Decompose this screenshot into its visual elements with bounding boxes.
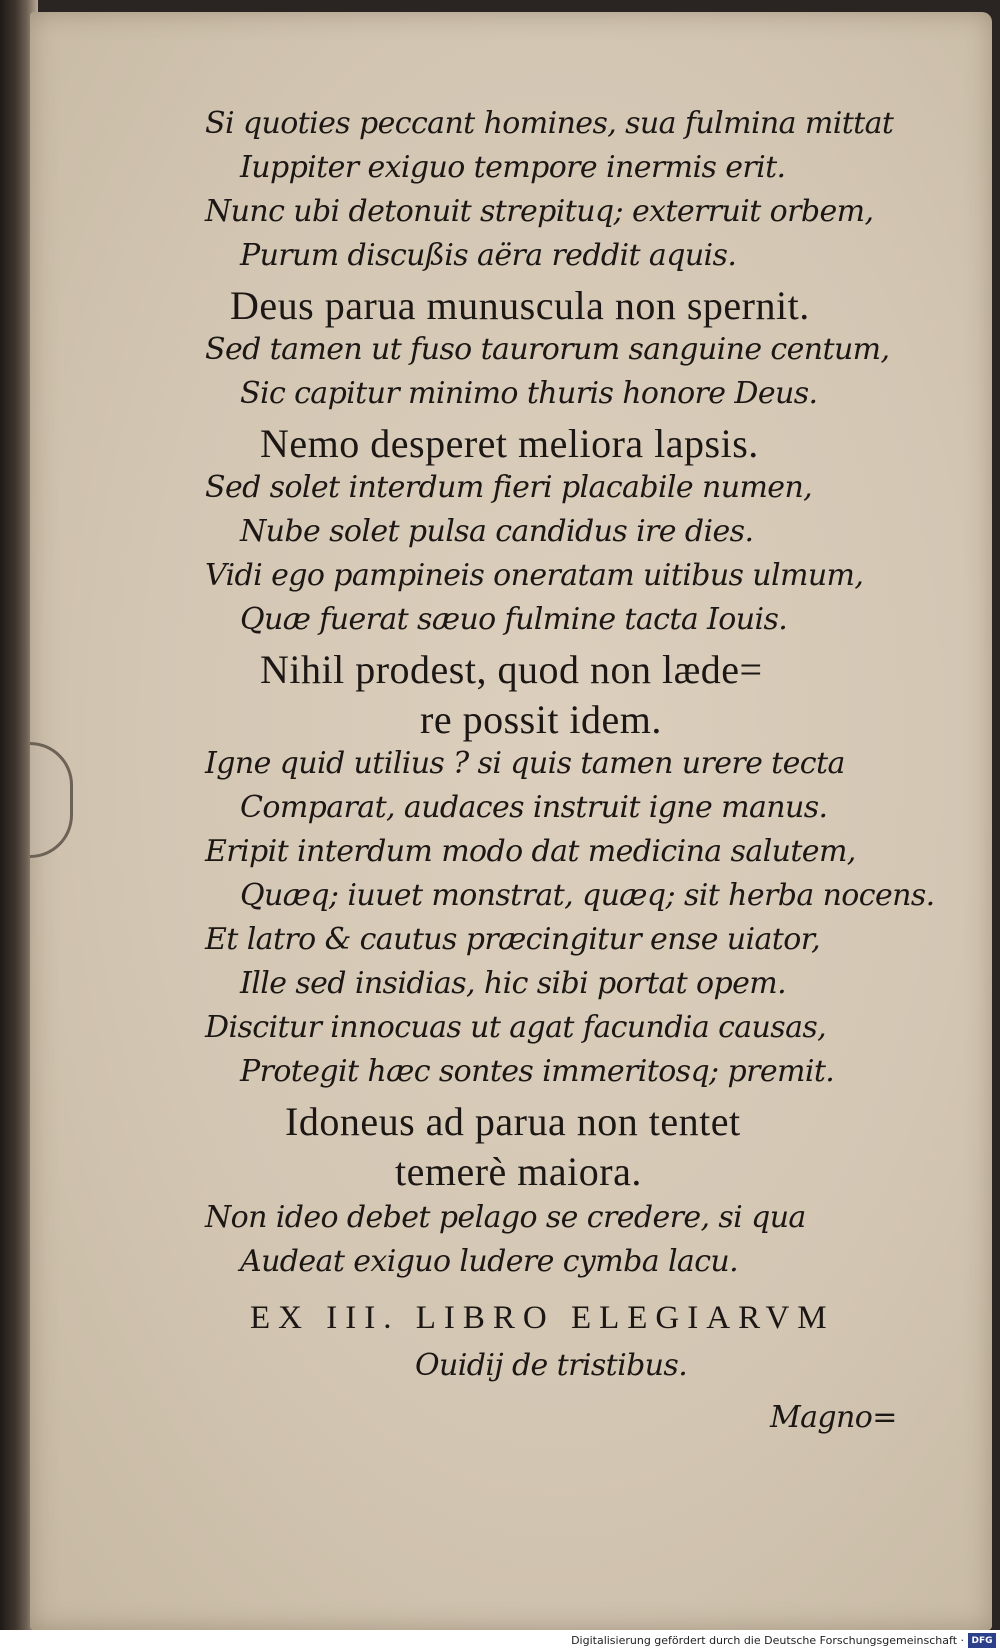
footer-credit: Digitalisierung gefördert durch die Deutsche Forschungsgemeinschaft · — [571, 1634, 964, 1647]
verse-line-22: Protegit hæc sontes immeritosq; premit. — [240, 1054, 835, 1089]
verse-line-15: Igne quid utilius ? si quis tamen urere tecta — [205, 746, 845, 781]
verse-line-9: Sed solet interdum fieri placabile numen, — [205, 470, 813, 505]
verse-line-2: Iuppiter exiguo tempore inermis erit. — [240, 150, 786, 185]
verse-line-11: Vidi ego pampineis oneratam uitibus ulmum, — [205, 558, 864, 593]
dfg-logo: DFG — [968, 1633, 996, 1648]
verse-line-25: Non ideo debet pelago se credere, si qua — [205, 1200, 806, 1235]
heading-deus-parua: Deus parua munuscula non spernit. — [230, 283, 810, 328]
verse-line-18: Quæq; iuuet monstrat, quæq; sit herba nocens. — [240, 878, 935, 913]
verse-line-6: Sed tamen ut fuso taurorum sanguine centum, — [205, 332, 890, 367]
heading-idoneus-1: Idoneus ad parua non tentet — [285, 1099, 741, 1144]
clasp-ring — [30, 742, 73, 858]
verse-line-20: Ille sed insidias, hic sibi portat opem. — [240, 966, 787, 1001]
catchword: Magno= — [770, 1400, 897, 1435]
heading-nihil-prodest-1: Nihil prodest, quod non læde= — [260, 647, 763, 692]
verse-line-12: Quæ fuerat sæuo fulmine tacta Iouis. — [240, 602, 788, 637]
section-title: EX III. LIBRO ELEGIARVM — [250, 1300, 835, 1336]
heading-nihil-prodest-2: re possit idem. — [420, 697, 662, 742]
verse-line-16: Comparat, audaces instruit igne manus. — [240, 790, 828, 825]
verse-line-17: Eripit interdum modo dat medicina salutem, — [205, 834, 856, 869]
heading-nemo-desperet: Nemo desperet meliora lapsis. — [260, 421, 759, 466]
verse-line-4: Purum discußis aëra reddit aquis. — [240, 238, 737, 273]
verse-line-1: Si quoties peccant homines, sua fulmina mittat — [205, 106, 894, 141]
footer-bar — [0, 1630, 1000, 1652]
section-subtitle: Ouidij de tristibus. — [415, 1348, 688, 1383]
verse-line-3: Nunc ubi detonuit strepituq; exterruit orbem, — [205, 194, 874, 229]
verse-line-26: Audeat exiguo ludere cymba lacu. — [240, 1244, 739, 1279]
verse-line-10: Nube solet pulsa candidus ire dies. — [240, 514, 754, 549]
verse-line-19: Et latro & cautus præcingitur ense uiator, — [205, 922, 821, 957]
heading-idoneus-2: temerè maiora. — [395, 1149, 642, 1194]
verse-line-7: Sic capitur minimo thuris honore Deus. — [240, 376, 818, 411]
verse-line-21: Discitur innocuas ut agat facundia causas, — [205, 1010, 827, 1045]
book-page — [30, 12, 992, 1630]
